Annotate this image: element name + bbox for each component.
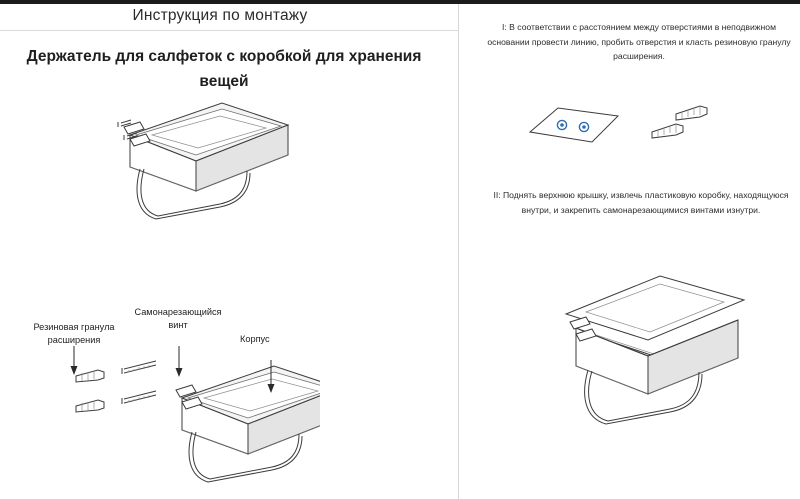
callout-arrows (28, 344, 308, 404)
callout-self-tapping-screw: Самонарезающийся винт (134, 307, 222, 330)
figure-assembled-holder (100, 95, 310, 235)
callout-rubber-granule: Резиновая гранула расширения (33, 322, 115, 345)
anchor-right-2 (652, 124, 683, 138)
product-title: Держатель для салфеток с коробкой для хранения вещей (26, 48, 422, 90)
figure-drill-template (500, 98, 740, 160)
step-1-text: I: В соответствии с расстоянием между отверстиями в неподвижном основании провести линию, пробить отверстия и класть резиновую гранулу расширения. (487, 22, 791, 61)
figure-open-holder (548, 272, 774, 442)
top-black-bar (0, 0, 800, 4)
title-underline-divider (0, 30, 458, 31)
anchor-right-1 (676, 106, 707, 120)
callout-body: Корпус (240, 334, 270, 344)
vertical-divider (458, 4, 459, 499)
step-2-text: II: Поднять верхнюю крышку, извлечь пластиковую коробку, находящуюся внутри, и закрепить самонарезающимися винтами изнутри. (493, 190, 789, 215)
page-title: Инструкция по монтажу (132, 7, 308, 24)
